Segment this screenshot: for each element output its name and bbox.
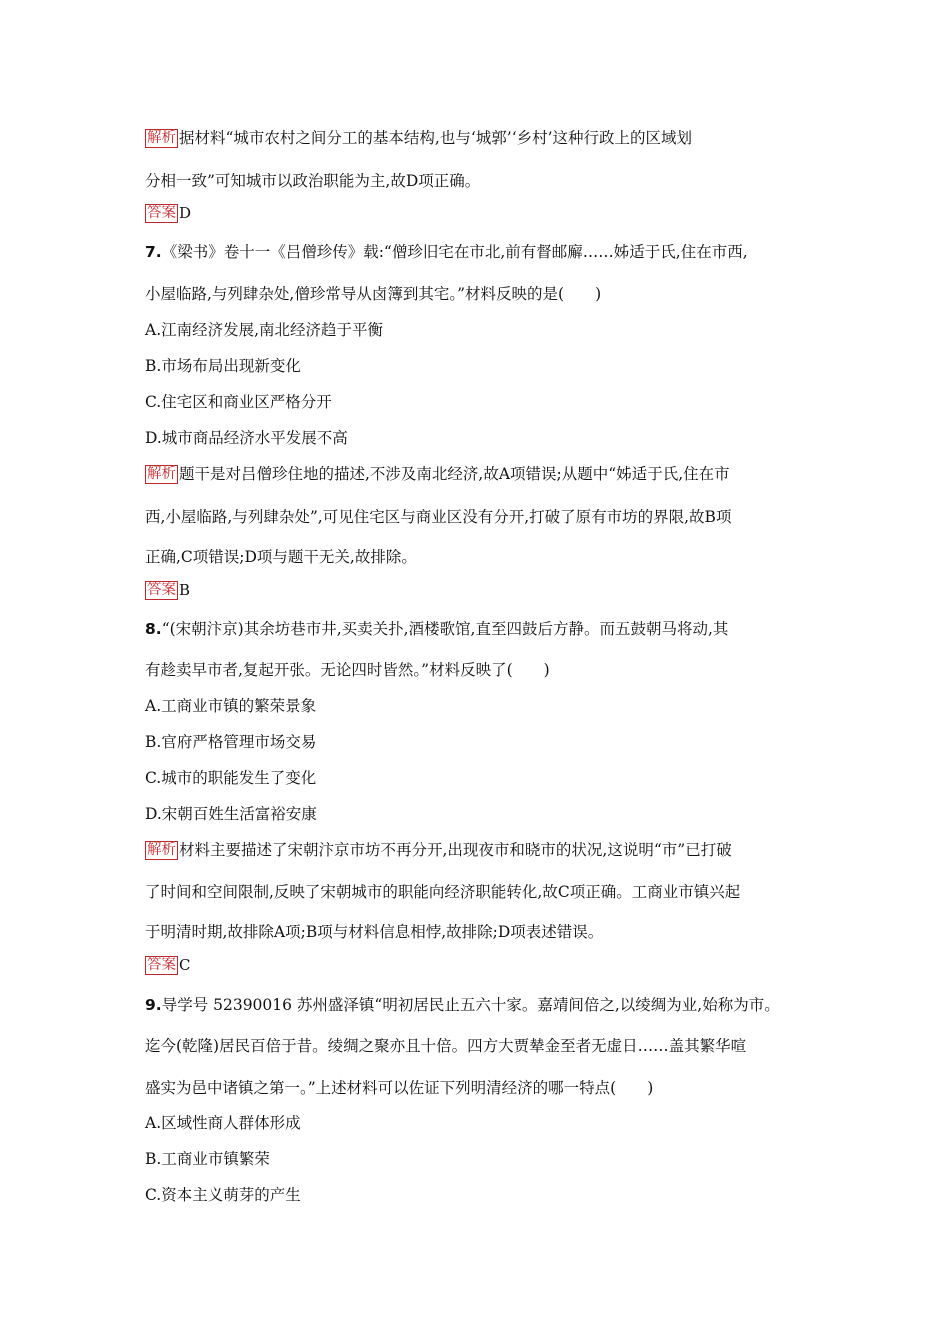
q8-stem-line-2: 有趁卖早市者,复起开张。无论四时皆然。”材料反映了( ) [145, 661, 550, 679]
answer-value: B [179, 581, 191, 599]
question-number: 8. [145, 620, 162, 638]
q9-stem-line-3: 盛实为邑中诸镇之第一。”上述材料可以佐证下列明清经济的哪一特点( ) [145, 1079, 654, 1097]
q8-option-a: A.工商业市镇的繁荣景象 [145, 697, 317, 715]
q6-answer [145, 204, 835, 223]
question-number: 7. [145, 243, 162, 261]
q9-option-a: A.区域性商人群体形成 [145, 1114, 301, 1132]
q8-answer [145, 956, 835, 975]
q9-stem-line-1: 9.导学号 52390016 苏州盛泽镇“明初居民止五六十家。嘉靖间倍之,以绫绸为业,始称为市。 [145, 996, 780, 1014]
q7-analysis-line-1: 解析 题干是对吕僧珍住地的描述,不涉及南北经济,故A项错误;从题中“姊适于氏,住在市 [147, 465, 730, 483]
q7-stem-line-1: 7.《梁书》卷十一《吕僧珍传》载:“僧珍旧宅在市北,前有督邮廨……姊适于氏,住在市西, [145, 243, 748, 261]
q7-option-d: D.城市商品经济水平发展不高 [145, 429, 348, 447]
answer-value: C [179, 956, 191, 974]
q8-analysis-line-3: 于明清时期,故排除A项;B项与材料信息相悖,故排除;D项表述错误。 [145, 923, 604, 941]
analysis-label: 解析 [147, 842, 176, 858]
q8-analysis-line-1: 解析 材料主要描述了宋朝汴京市坊不再分开,出现夜市和晓市的状况,这说明“市”已打破 [147, 841, 732, 859]
q8-option-b: B.官府严格管理市场交易 [145, 733, 317, 751]
answer-value: D [179, 204, 192, 222]
question-number: 9. [145, 996, 162, 1014]
q6-analysis-line-1: 解析 据材料“城市农村之间分工的基本结构,也与‘城郭’‘乡村’这种行政上的区域划 [147, 129, 693, 147]
q7-option-a: A.江南经济发展,南北经济趋于平衡 [145, 321, 384, 339]
analysis-label: 解析 [147, 130, 176, 146]
q8-analysis-line-2: 了时间和空间限制,反映了宋朝城市的职能向经济职能转化,故C项正确。工商业市镇兴起 [145, 883, 741, 901]
q9-option-c: C.资本主义萌芽的产生 [145, 1186, 301, 1204]
answer-label: 答案 [147, 582, 176, 598]
answer-label: 答案 [147, 957, 176, 973]
q7-option-c: C.住宅区和商业区严格分开 [145, 393, 332, 411]
answer-label: 答案 [147, 205, 176, 221]
q6-analysis-line-2: 分相一致”可知城市以政治职能为主,故D项正确。 [145, 172, 481, 190]
q7-answer [145, 581, 835, 600]
q8-option-d: D.宋朝百姓生活富裕安康 [145, 805, 317, 823]
q7-analysis-line-3: 正确,C项错误;D项与题干无关,故排除。 [145, 548, 417, 566]
q9-option-b: B.工商业市镇繁荣 [145, 1150, 270, 1168]
q7-option-b: B.市场布局出现新变化 [145, 357, 301, 375]
q7-stem-line-2: 小屋临路,与列肆杂处,僧珍常导从卤簿到其宅。”材料反映的是( ) [145, 285, 602, 303]
q8-option-c: C.城市的职能发生了变化 [145, 769, 317, 787]
q9-stem-line-2: 迄今(乾隆)居民百倍于昔。绫绸之聚亦且十倍。四方大贾辇金至者无虚日……盖其繁华喧 [145, 1037, 747, 1055]
q8-stem-line-1: 8.“(宋朝汴京)其余坊巷市井,买卖关扑,酒楼歌馆,直至四鼓后方静。而五鼓朝马将动,其 [145, 620, 729, 638]
q7-analysis-line-2: 西,小屋临路,与列肆杂处”,可见住宅区与商业区没有分开,打破了原有市坊的界限,故B项 [145, 508, 732, 526]
analysis-label: 解析 [147, 466, 176, 482]
